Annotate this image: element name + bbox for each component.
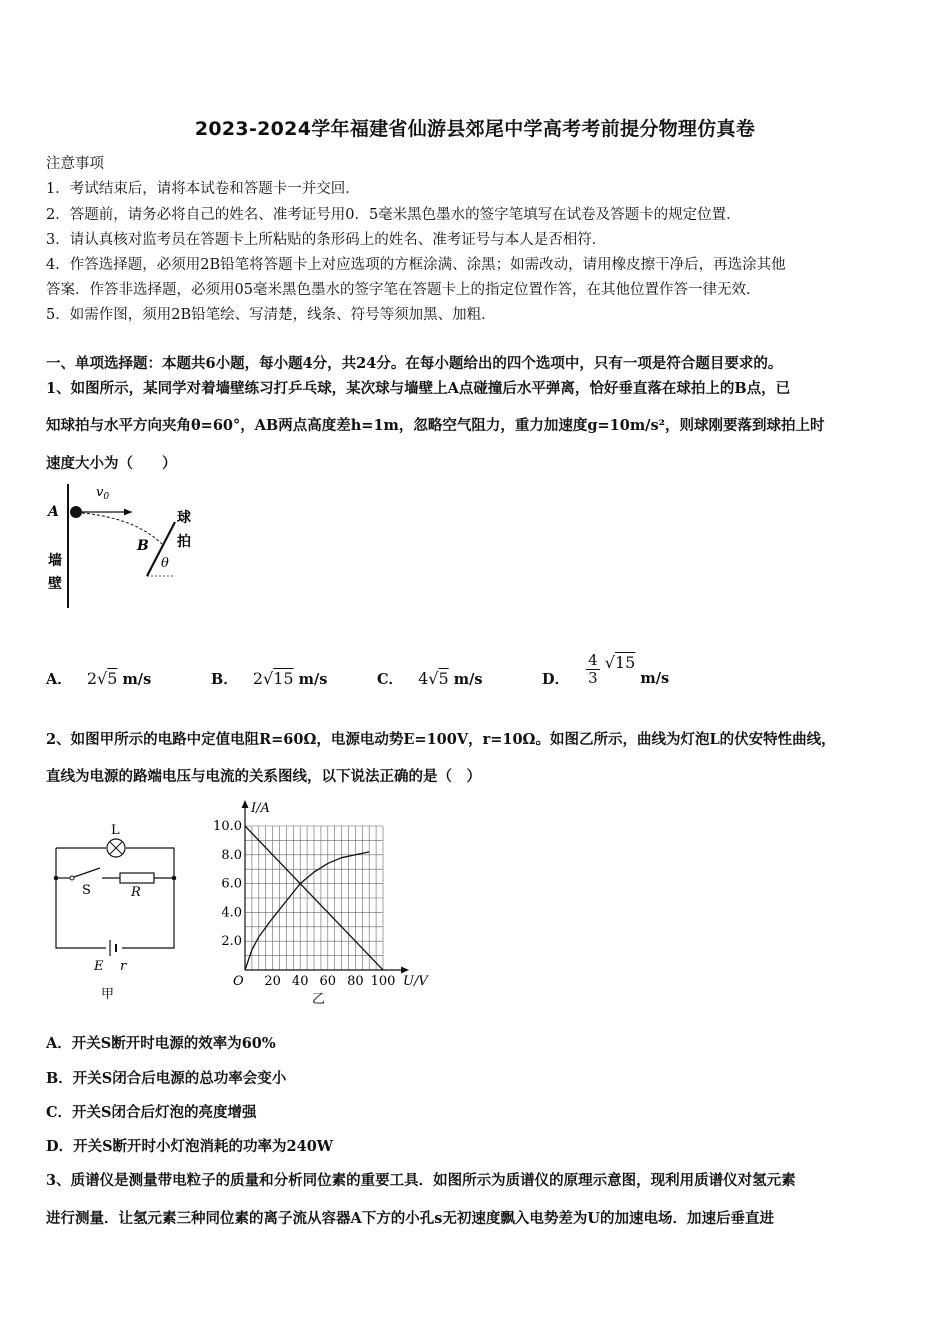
racket-label-1: 球	[177, 510, 191, 526]
circuit-caption: 甲	[101, 987, 115, 1002]
notice-item-2: 2．答题前，请务必将自己的姓名、准考证号用0．5毫米黑色墨水的签字笔填写在试卷及答题卡的规定位置．	[46, 207, 741, 223]
ball	[70, 506, 82, 518]
x-axis-label: U/V	[403, 974, 428, 989]
q1-figure	[40, 478, 210, 613]
q2-option-d: D．开关S断开时小灯泡消耗的功率为240W	[46, 1138, 334, 1155]
y-tick-label: 6.0	[221, 876, 242, 892]
emf-label: E	[94, 959, 104, 974]
point-b-label: B	[137, 538, 149, 554]
circuit-diagram	[44, 812, 194, 1002]
notice-item-5: 5．如需作图，须用2B铅笔绘、写清楚，线条、符号等须加黑、加粗．	[46, 307, 496, 323]
trajectory-path	[82, 513, 162, 544]
notice-item-4: 4．作答选择题，必须用2B铅笔将答题卡上对应选项的方框涂满、涂黑；如需改动，请用橡皮擦干净后，再选涂其他	[46, 257, 786, 273]
q1-option-a: A． 2√5 m/s	[46, 669, 152, 688]
wall-label-2: 壁	[48, 576, 62, 592]
switch-label: S	[82, 883, 91, 898]
iv-chart	[205, 798, 440, 1006]
notice-item-1: 1．考试结束后，请将本试卷和答题卡一并交回．	[46, 181, 360, 197]
switch-blade	[74, 868, 100, 877]
x-tick-label: 60	[319, 974, 337, 989]
q2-option-c: C．开关S闭合后灯泡的亮度增强	[46, 1104, 257, 1121]
q1-option-c: C． 4√5 m/s	[377, 669, 483, 688]
internal-resistance-label: r	[120, 959, 127, 974]
x-axis-arrow	[401, 967, 409, 974]
q3-line-1: 3、质谱仪是测量带电粒子的质量和分析同位素的重要工具．如图所示为质谱仪的原理示意图，现利用质谱仪对氢元素	[46, 1172, 796, 1189]
origin-label: O	[233, 974, 244, 989]
racket-label-2: 拍	[177, 534, 191, 550]
q2-option-b: B．开关S闭合后电源的总功率会变小	[46, 1070, 287, 1087]
chart-caption: 乙	[312, 992, 326, 1006]
section-heading: 一、单项选择题：本题共6小题，每小题4分，共24分。在每小题给出的四个选项中，只有一项是符合题目要求的。	[46, 355, 783, 372]
q1-line-3: 速度大小为（ ）	[46, 455, 177, 472]
angle-label: θ	[161, 556, 169, 571]
circuit-wire-left-bottom	[56, 848, 106, 948]
point-a-label: A	[48, 504, 59, 520]
fraction-4-3: $\frac{4}{3}$	[588, 651, 598, 687]
resistor-label: R	[131, 885, 141, 900]
q3-line-2: 进行测量．让氢元素三种同位素的离子流从容器A下方的小孔s无初速度飘入电势差为U的加速电场．加速后垂直进	[46, 1210, 775, 1227]
velocity-label: $v_0$	[96, 485, 110, 502]
q2-line-1: 2、如图甲所示的电路中定值电阻R=60Ω，电源电动势E=100V，r=10Ω。如图乙所示，曲线为灯泡L的伏安特性曲线，	[46, 731, 836, 748]
chart-ticks	[213, 819, 395, 989]
notice-item-4-cont: 答案．作答非选择题，必须用05毫米黑色墨水的签字笔在答题卡上的指定位置作答，在其他位置作答一律无效．	[46, 282, 761, 298]
x-tick-label: 80	[347, 974, 364, 989]
y-axis-label: I/A	[251, 801, 270, 816]
resistor-icon	[120, 873, 154, 883]
y-axis-arrow	[242, 800, 249, 808]
notice-heading: 注意事项	[46, 156, 104, 172]
y-tick-label: 2.0	[221, 934, 242, 950]
q2-option-a: A．开关S断开时电源的效率为60%	[46, 1035, 276, 1052]
q1-option-b: B． 2√15 m/s	[211, 669, 328, 688]
velocity-arrowhead	[124, 509, 132, 516]
x-tick-label: 40	[291, 974, 309, 989]
q2-line-2: 直线为电源的路端电压与电流的关系图线，以下说法正确的是（ ）	[46, 768, 481, 785]
page-title: 2023-2024学年福建省仙游县郊尾中学高考考前提分物理仿真卷	[194, 118, 756, 140]
wall-label-1: 墙	[48, 553, 62, 569]
lamp-label: L	[111, 823, 120, 838]
q1-option-d: D． $\frac{4}{3}$ √15 m/s	[542, 651, 670, 688]
y-tick-label: 8.0	[221, 847, 242, 863]
x-tick-label: 100	[370, 974, 396, 989]
switch-contact	[70, 876, 74, 880]
junction-left	[54, 876, 59, 881]
y-tick-label: 4.0	[221, 905, 242, 921]
q1-line-2: 知球拍与水平方向夹角θ=60°，AB两点高度差h=1m，忽略空气阻力，重力加速度g=10m/s²，则球刚要落到球拍上时	[46, 417, 825, 434]
q1-line-1: 1、如图所示，某同学对着墙壁练习打乒乓球，某次球与墙壁上A点碰撞后水平弹离，恰好垂直落在球拍上的B点，已	[46, 380, 791, 397]
notice-item-3: 3．请认真核对监考员在答题卡上所粘贴的条形码上的姓名、准考证号与本人是否相符．	[46, 232, 607, 248]
junction-right	[172, 876, 177, 881]
x-tick-label: 20	[264, 974, 281, 989]
circuit-wire-right-top	[122, 848, 174, 948]
y-tick-label: 10.0	[213, 819, 242, 834]
